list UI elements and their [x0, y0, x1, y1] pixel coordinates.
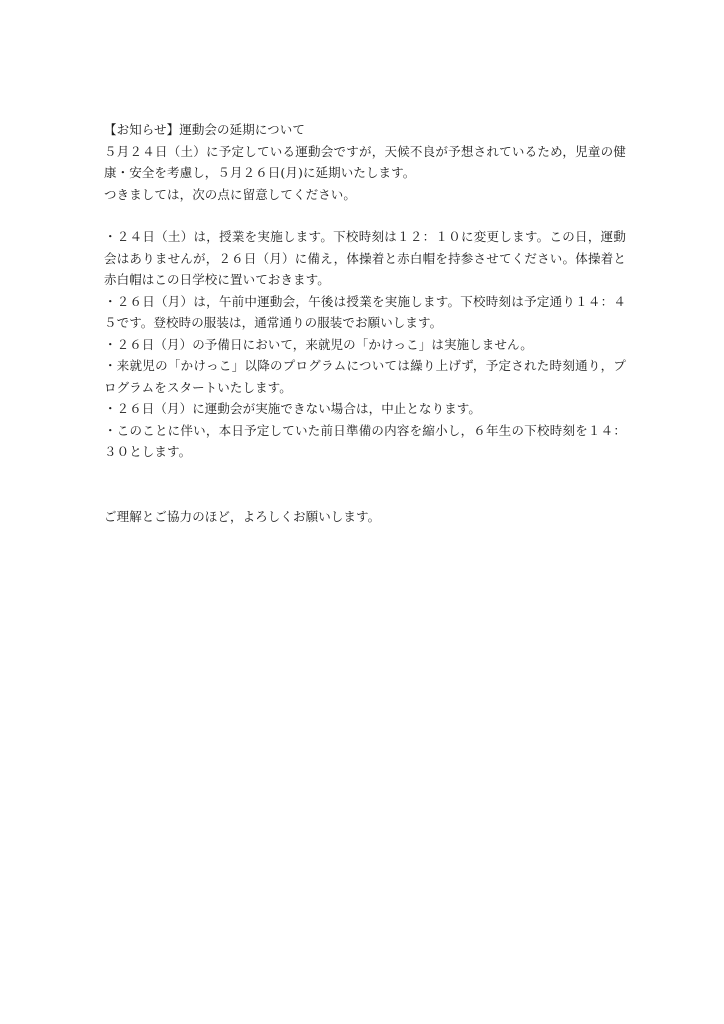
notice-item-1: ・２４日（土）は，授業を実施します。下校時刻は１２：１０に変更します。この日，運動会はありませんが，２６日（月）に備え，体操着と赤白帽を持参させてください。体操着と赤白帽はこの日学校に置いておきます。: [104, 229, 626, 287]
notice-item-2: ・２６日（月）は，午前中運動会，午後は授業を実施します。下校時刻は予定通り１４：４５です。登校時の服装は，通常通りの服装でお願いします。: [104, 293, 626, 330]
notice-item-3: ・２６日（月）の予備日において，来就児の「かけっこ」は実施しません。: [104, 336, 533, 352]
notice-item-4: ・来就児の「かけっこ」以降のプログラムについては繰り上げず，予定された時刻通り，プログラムをスタートいたします。: [104, 358, 626, 395]
document-body: [104, 119, 626, 527]
notice-title: 【お知らせ】運動会の延期について: [104, 122, 305, 137]
notice-intro: ５月２４日（土）に予定している運動会ですが，天候不良が予想されているため，児童の健康・安全を考慮し，５月２６日(月)に延期いたします。: [104, 143, 626, 180]
notice-closing: ご理解とご協力のほど，よろしくお願いします。: [104, 508, 381, 524]
blank-lines: [104, 463, 626, 506]
notice-item-5: ・２６日（月）に運動会が実施できない場合は，中止となります。: [104, 401, 482, 416]
notice-item-6: ・このことに伴い，本日予定していた前日準備の内容を縮小し，６年生の下校時刻を１４：３０とします。: [104, 422, 626, 459]
blank-line: [104, 205, 626, 226]
notice-lead: つきましては，次の点に留意してください。: [104, 186, 357, 202]
